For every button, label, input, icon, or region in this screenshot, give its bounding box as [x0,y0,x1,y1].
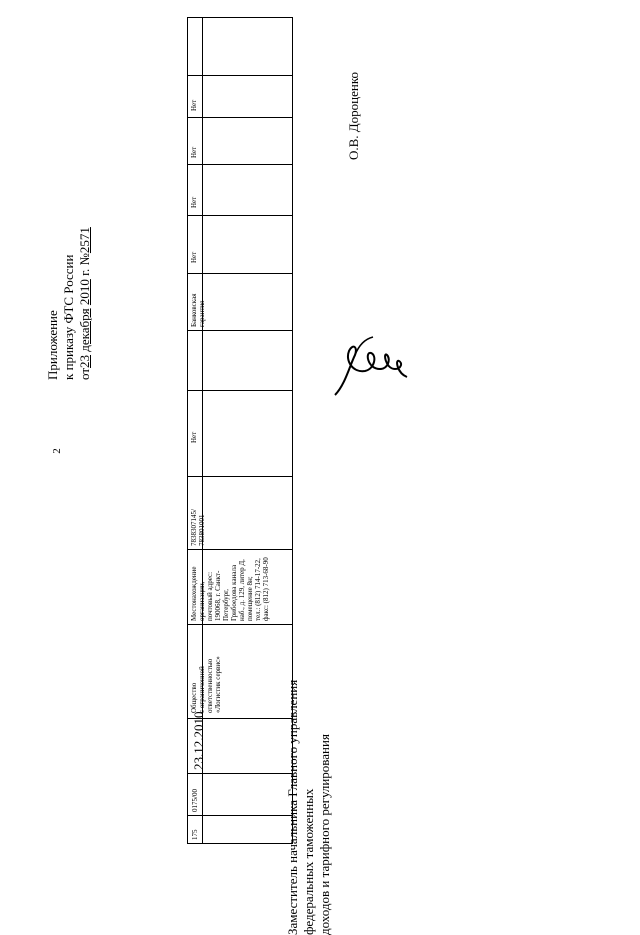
inclusion-date: 23.12.2010 [191,711,206,770]
table-row-divider [188,549,292,550]
organization-name: Общество с ограниченной ответственностью «Логистик сервис» [190,656,222,713]
order-reference: к приказу ФТС России [61,254,76,380]
handwritten-signature [325,325,415,415]
order-number-sign: № [77,253,92,266]
order-date-prefix: от [77,367,92,380]
table-row-divider [188,773,292,774]
registration-code: 0175/00 [191,789,199,812]
table-row-divider [188,75,292,76]
registry-table [187,17,293,844]
table-row-divider [188,164,292,165]
table-row-divider [188,215,292,216]
signer-position-line-2: федеральных таможенных [301,788,316,935]
order-date-line [77,20,93,380]
col-12-value: Нет [190,146,198,158]
page-number: 2 [51,448,63,454]
col-11-value: Нет [190,196,198,208]
signature-block [285,455,355,935]
signer-position-line-1: Заместитель начальника Главного управления [285,679,300,935]
table-row-divider [188,815,292,816]
signer-position-line-3: доходов и тарифного регулирования [317,734,332,935]
table-row-divider [188,476,292,477]
table-row-divider [188,624,292,625]
table-row-divider [188,117,292,118]
table-row-divider [188,273,292,274]
order-day: 23 [77,354,92,368]
guarantee-type: Банковская гарантия [190,293,206,327]
table-row-divider [188,330,292,331]
col-7-value: Нет [190,431,198,443]
col-13-value: Нет [190,99,198,111]
order-year: 2010 [77,279,92,306]
table-row-divider [188,390,292,391]
order-year-suffix: г. [77,268,92,276]
inn-kpp: 7838307145/ 783801001 [190,509,206,546]
order-month: декабря [77,308,92,352]
col-10-value: Нет [190,251,198,263]
order-number: 2571 [77,227,92,254]
signer-name: О.В. Дороценко [346,71,361,160]
organization-address: Местонахождение организации, почтовый адрес: 190068, г. Санкт- Петербург, Грибоедова канала наб., д. 129, литер Д, помещение 8н; тел.: (812) 714-17-22, факс: (812) 713-68-90 [190,557,270,621]
appendix-header [45,20,175,380]
row-number: 175 [191,829,199,840]
appendix-title: Приложение [45,310,60,380]
